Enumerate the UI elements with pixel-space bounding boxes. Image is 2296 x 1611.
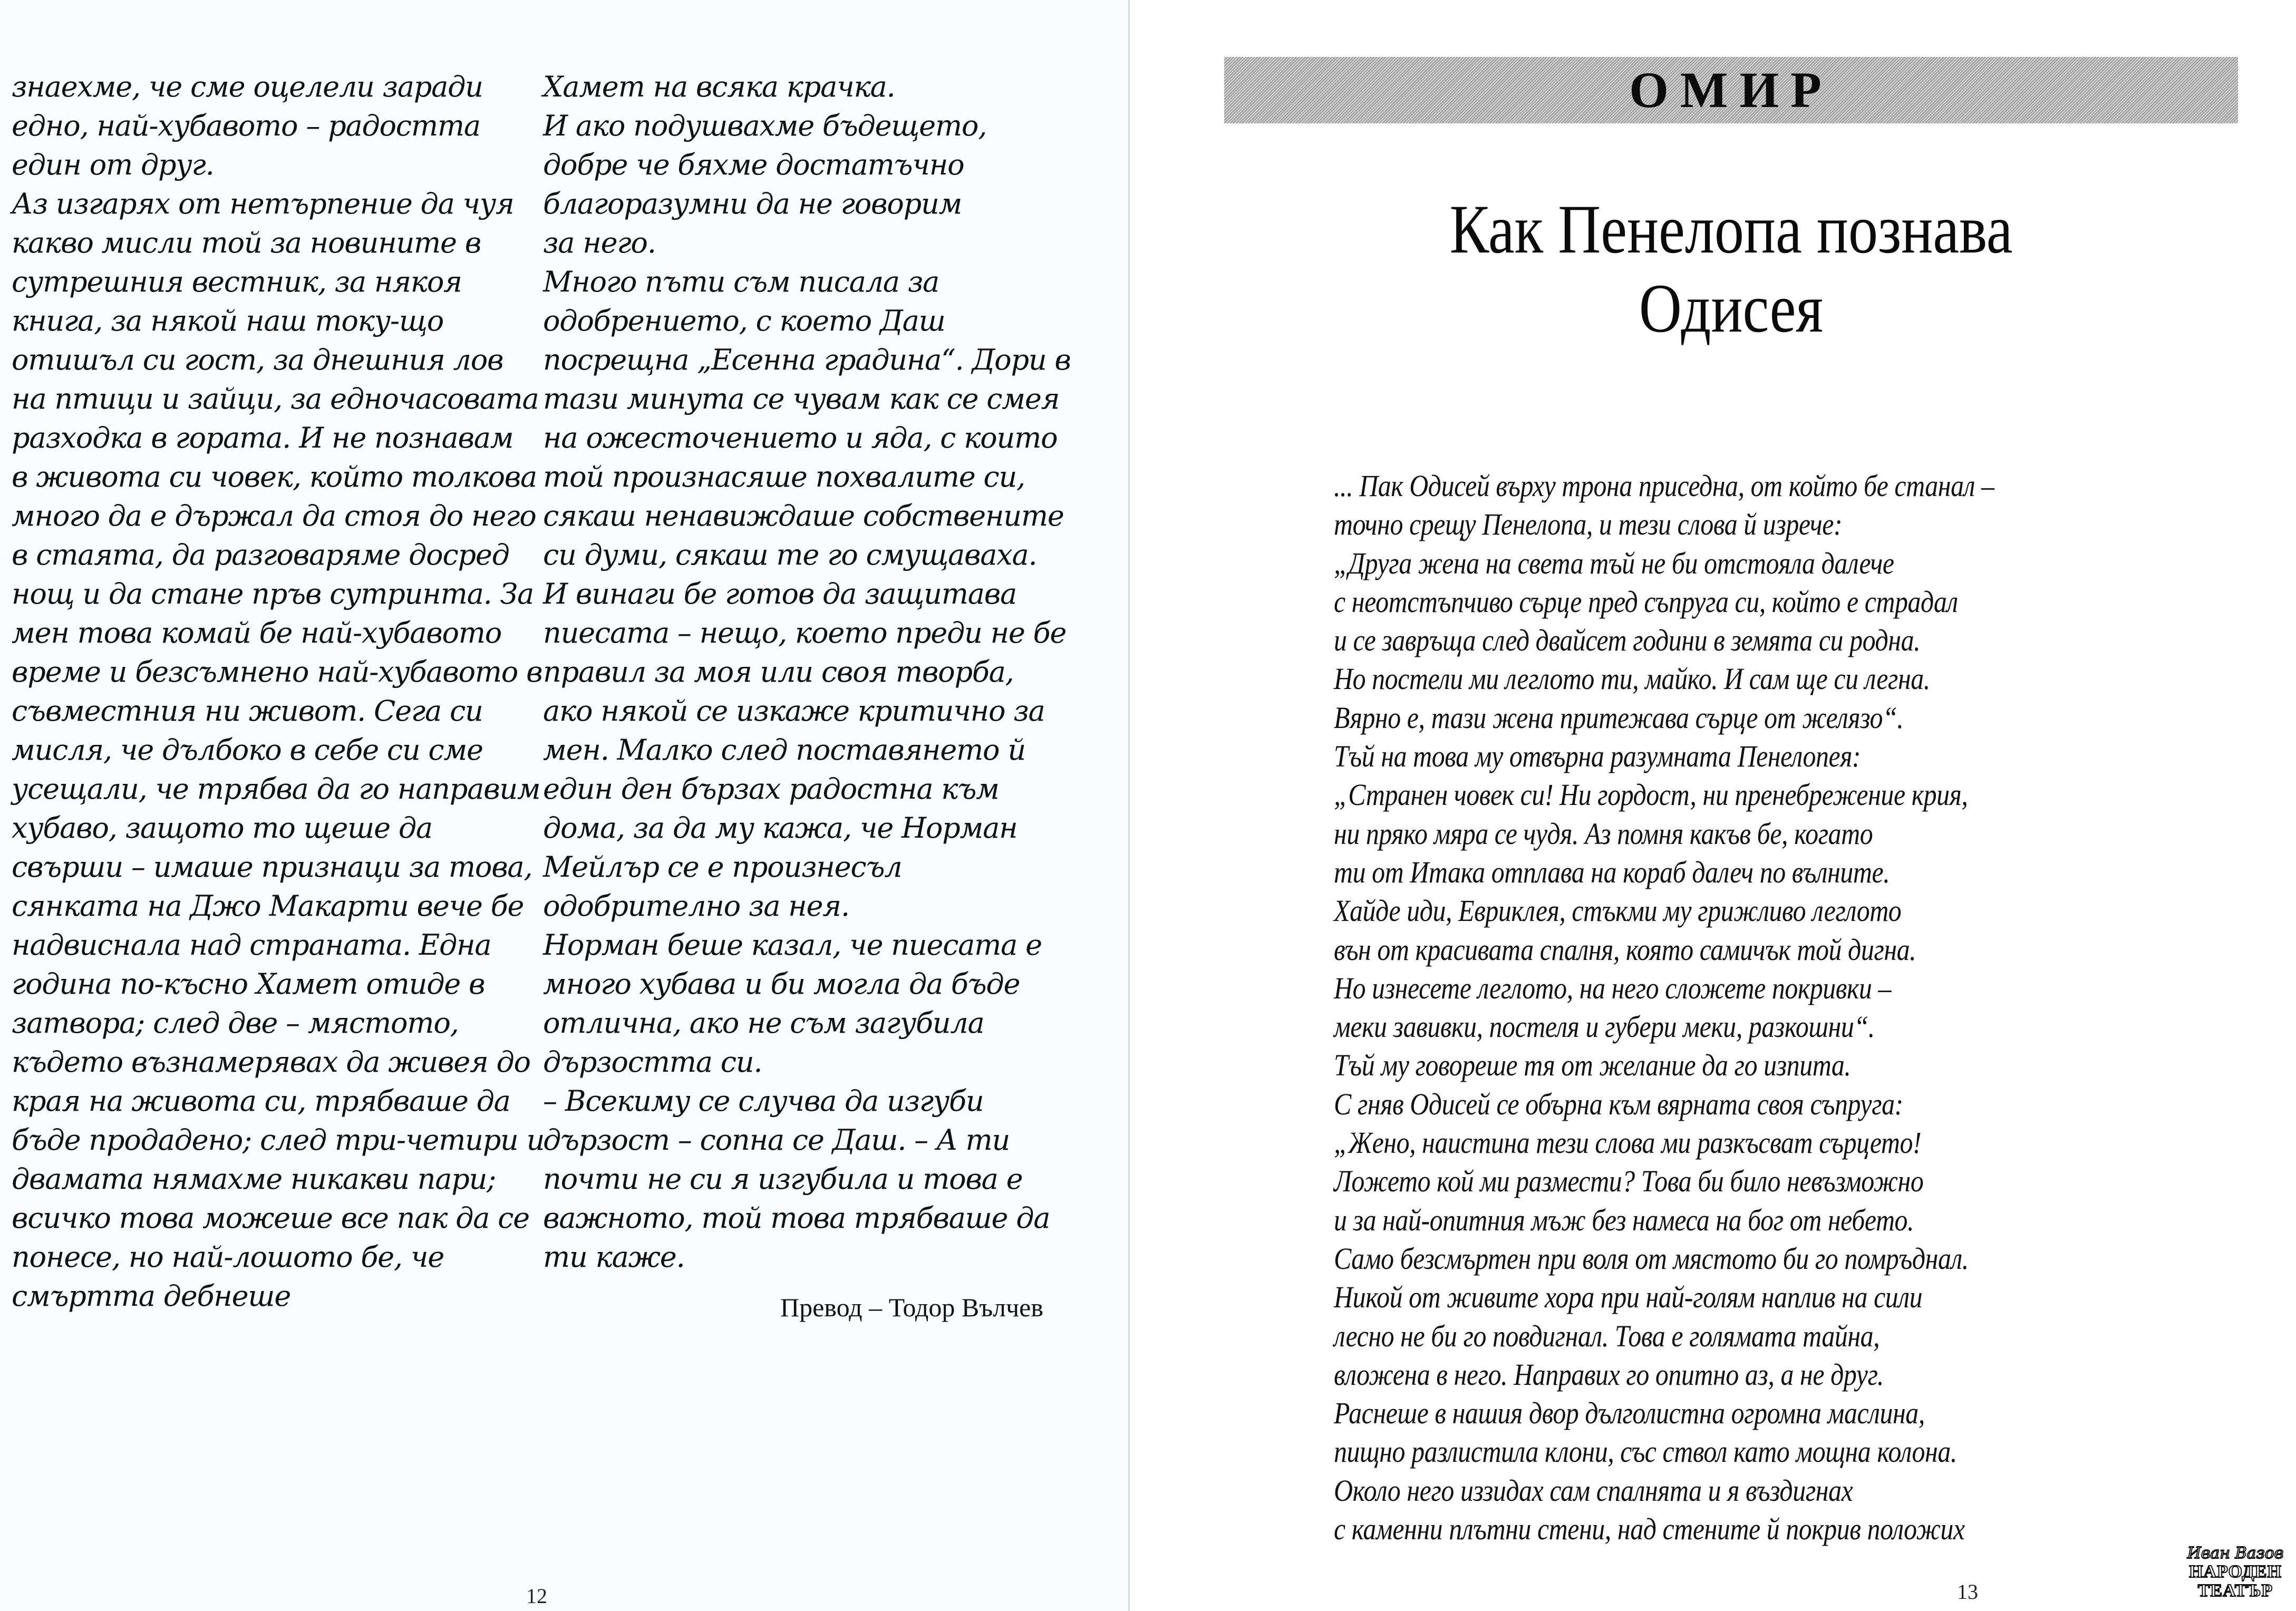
text-line: Но постели ми леглото ти, майко. И сам ще си легна. xyxy=(1334,662,1930,696)
text-line: „Жено, наистина тези слова ми разкъсват сърцето! xyxy=(1334,1125,1922,1160)
text-line: двамата нямахме никакви пари; xyxy=(12,1162,496,1196)
text-line: за него. xyxy=(543,226,656,259)
text-line: надвиснала над страната. Една xyxy=(12,928,491,962)
text-line: дома, за да му кажа, че Норман xyxy=(543,811,1018,845)
text-line: Мейлър се е произнесъл xyxy=(543,850,902,884)
text-line: сянката на Джо Макарти вече бе xyxy=(12,889,524,923)
text-line: сутрешния вестник, за някоя xyxy=(12,265,462,298)
text-line: Никой от живите хора при най-голям наплив на сили xyxy=(1334,1280,1923,1315)
page-number-left: 12 xyxy=(526,1584,547,1608)
text-line: Норман беше казал, че пиесата е xyxy=(543,928,1042,962)
text-line: нощ и да стане пръв сутринта. За xyxy=(12,577,534,610)
national-theatre-logo xyxy=(2183,1545,2288,1608)
text-line: Хамет на всяка крачка. xyxy=(543,70,895,103)
text-line: И ако подушвахме бъдещето, xyxy=(543,109,987,142)
text-line: вън от красивата спалня, която самичък той дигна. xyxy=(1334,932,1916,967)
text-line: отлична, ако не съм загубила xyxy=(543,1006,984,1040)
text-line: ... Пак Одисей върху трона приседна, от който бе станал – xyxy=(1334,469,1994,503)
page-number-right: 13 xyxy=(1957,1580,1978,1604)
text-line: ни пряко мяра се чудя. Аз помня какъв бе, когато xyxy=(1334,816,1873,851)
text-line: И винаги бе готов да защитава xyxy=(543,577,1016,610)
logo-line-1: НАРОДЕН xyxy=(2189,1562,2282,1581)
text-line: с неотстъпчиво сърце пред съпруга си, който е страдал xyxy=(1334,584,1958,619)
text-line: съвместния ни живот. Сега си xyxy=(12,694,483,727)
text-line: дързост – сопна се Даш. – А ти xyxy=(543,1123,1010,1157)
text-line: всичко това можеше все пак да се xyxy=(12,1201,529,1235)
text-line: точно срещу Пенелопа, и тези слова й изрече: xyxy=(1334,507,1843,542)
title-line: Как Пенелопа познава xyxy=(1449,190,2013,268)
text-line: добре че бяхме достатъчно xyxy=(543,148,964,181)
text-line: хубаво, защото то щеше да xyxy=(12,811,432,845)
text-line: Тъй на това му отвърна разумната Пенелопея: xyxy=(1334,739,1861,774)
text-line: Тъй му говореше тя от желание да го изпита. xyxy=(1334,1048,1851,1083)
left-page xyxy=(0,0,1128,1611)
text-line: Ложето кой ми размести? Това би било невъзможно xyxy=(1334,1164,1924,1199)
text-line: един от друг. xyxy=(12,148,214,181)
text-line: дързостта си. xyxy=(543,1045,762,1079)
text-line: Много пъти съм писала за xyxy=(543,265,939,298)
text-line: той произнасяше похвалите си, xyxy=(543,460,1025,493)
text-line: много да е държал да стоя до него xyxy=(12,499,536,532)
text-line: смъртта дебнеше xyxy=(12,1279,291,1313)
text-line: бъде продадено; след три-четири и xyxy=(12,1123,545,1157)
text-line: в стаята, да разговаряме досред xyxy=(12,538,509,571)
text-line: вложена в него. Направих го опитно аз, а не друг. xyxy=(1334,1357,1884,1392)
text-line: Хайде иди, Евриклея, стъкми му грижливо леглото xyxy=(1334,894,1902,928)
text-line: почти не си я изгубила и това е xyxy=(543,1162,1023,1196)
text-line: много хубава и би могла да бъде xyxy=(543,967,1020,1001)
text-line: С гняв Одисей се обърна към вярната своя съпруга: xyxy=(1334,1086,1903,1121)
text-line: свърши – имаше признаци за това, xyxy=(12,850,532,884)
text-line: ти от Итака отплава на кораб далеч по вълните. xyxy=(1334,855,1890,889)
middle-column xyxy=(543,67,1071,1277)
poem-body xyxy=(1334,467,2156,1548)
text-line: края на живота си, трябваше да xyxy=(12,1084,510,1118)
author-header-band xyxy=(1224,57,2238,123)
text-line: одобрението, с което Даш xyxy=(543,304,945,337)
text-line: ти каже. xyxy=(543,1240,685,1274)
text-line: „Друга жена на света тъй не би отстояла далече xyxy=(1334,546,1894,580)
text-line: на птици и зайци, за едночасовата xyxy=(12,382,539,415)
text-line: разходка в гората. И не познавам xyxy=(12,421,514,454)
text-line: година по-късно Хамет отиде в xyxy=(12,967,485,1001)
text-line: един ден бързах радостна към xyxy=(543,772,999,805)
text-line: време и безсъмнено най-хубавото в xyxy=(12,655,542,688)
text-line: Вярно е, тази жена притежава сърце от желязо“. xyxy=(1334,700,1904,735)
text-line: сякаш ненавиждаше собствените xyxy=(543,499,1064,532)
left-column xyxy=(12,67,545,1316)
text-line: си думи, сякаш те го смущаваха. xyxy=(543,538,1037,571)
text-line: където възнамерявах да живея до xyxy=(12,1045,530,1079)
logo-script: Иван Вазов xyxy=(2187,1544,2284,1563)
text-line: книга, за някой наш току-що xyxy=(12,304,444,337)
text-line: отишъл си гост, за днешния лов xyxy=(12,343,503,376)
text-line: пиесата – нещо, което преди не бе xyxy=(543,616,1067,649)
text-line: едно, най-хубавото – радостта xyxy=(12,109,480,142)
text-line: какво мисли той за новините в xyxy=(12,226,481,259)
text-line: одобрително за нея. xyxy=(543,889,849,923)
author-name: ОМИР xyxy=(1629,62,1833,118)
text-line: правил за моя или своя творба, xyxy=(543,655,1014,688)
text-line: посрещна „Есенна градина“. Дори в xyxy=(543,343,1071,376)
text-line: мисля, че дълбоко в себе си сме xyxy=(12,733,483,766)
text-line: на ожесточението и яда, с които xyxy=(543,421,1058,454)
text-line: пищно разлистила клони, със ствол като мощна колона. xyxy=(1334,1434,1957,1469)
text-line: и за най-опитния мъж без намеса на бог от небето. xyxy=(1334,1202,1914,1237)
translator-credit: Превод – Тодор Вълчев xyxy=(780,1293,1043,1322)
text-line: затвора; след две – мястото, xyxy=(12,1006,459,1040)
text-line: Само безсмъртен при воля от мястото би го помръднал. xyxy=(1334,1241,1969,1276)
text-line: ако някой се изкаже критично за xyxy=(543,694,1045,727)
text-line: важното, той това трябваше да xyxy=(543,1201,1050,1235)
text-line: Аз изгарях от нетърпение да чуя xyxy=(12,187,514,220)
logo-line-2: ТЕАТЪР xyxy=(2197,1581,2273,1600)
poem-title xyxy=(1224,190,2238,348)
text-line: в живота си човек, който толкова xyxy=(12,460,537,493)
text-line: понесе, но най-лошото бе, че xyxy=(12,1240,444,1274)
text-line: и се завръща след двайсет години в земята си родна. xyxy=(1334,623,1921,658)
text-line: мен. Малко след поставянето й xyxy=(543,733,1025,766)
text-line: Раснеше в нашия двор дълголистна огромна маслина, xyxy=(1334,1396,1925,1431)
text-line: Но изнесете леглото, на него сложете покривки – xyxy=(1334,971,1891,1005)
text-line: меки завивки, постеля и губери меки, разкошни“. xyxy=(1334,1010,1875,1044)
text-line: мен това комай бе най-хубавото xyxy=(12,616,502,649)
text-line: – Всекиму се случва да изгуби xyxy=(543,1084,984,1118)
text-line: Около него иззидах сам спалнята и я въздигнах xyxy=(1334,1473,1853,1508)
text-line: тази минута се чувам как се смея xyxy=(543,382,1060,415)
text-line: с каменни плътни стени, над стените й покрив положих xyxy=(1334,1512,1965,1547)
text-line: лесно не би го повдигнал. Това е голямата тайна, xyxy=(1334,1318,1880,1353)
text-line: знаехме, че сме оцелели заради xyxy=(12,70,483,103)
text-line: усещали, че трябва да го направим xyxy=(12,772,540,805)
text-line: „Странен човек си! Ни гордост, ни пренебрежение крия, xyxy=(1334,778,1968,812)
text-line: благоразумни да не говорим xyxy=(543,187,962,220)
title-line: Одисея xyxy=(1639,269,1824,347)
